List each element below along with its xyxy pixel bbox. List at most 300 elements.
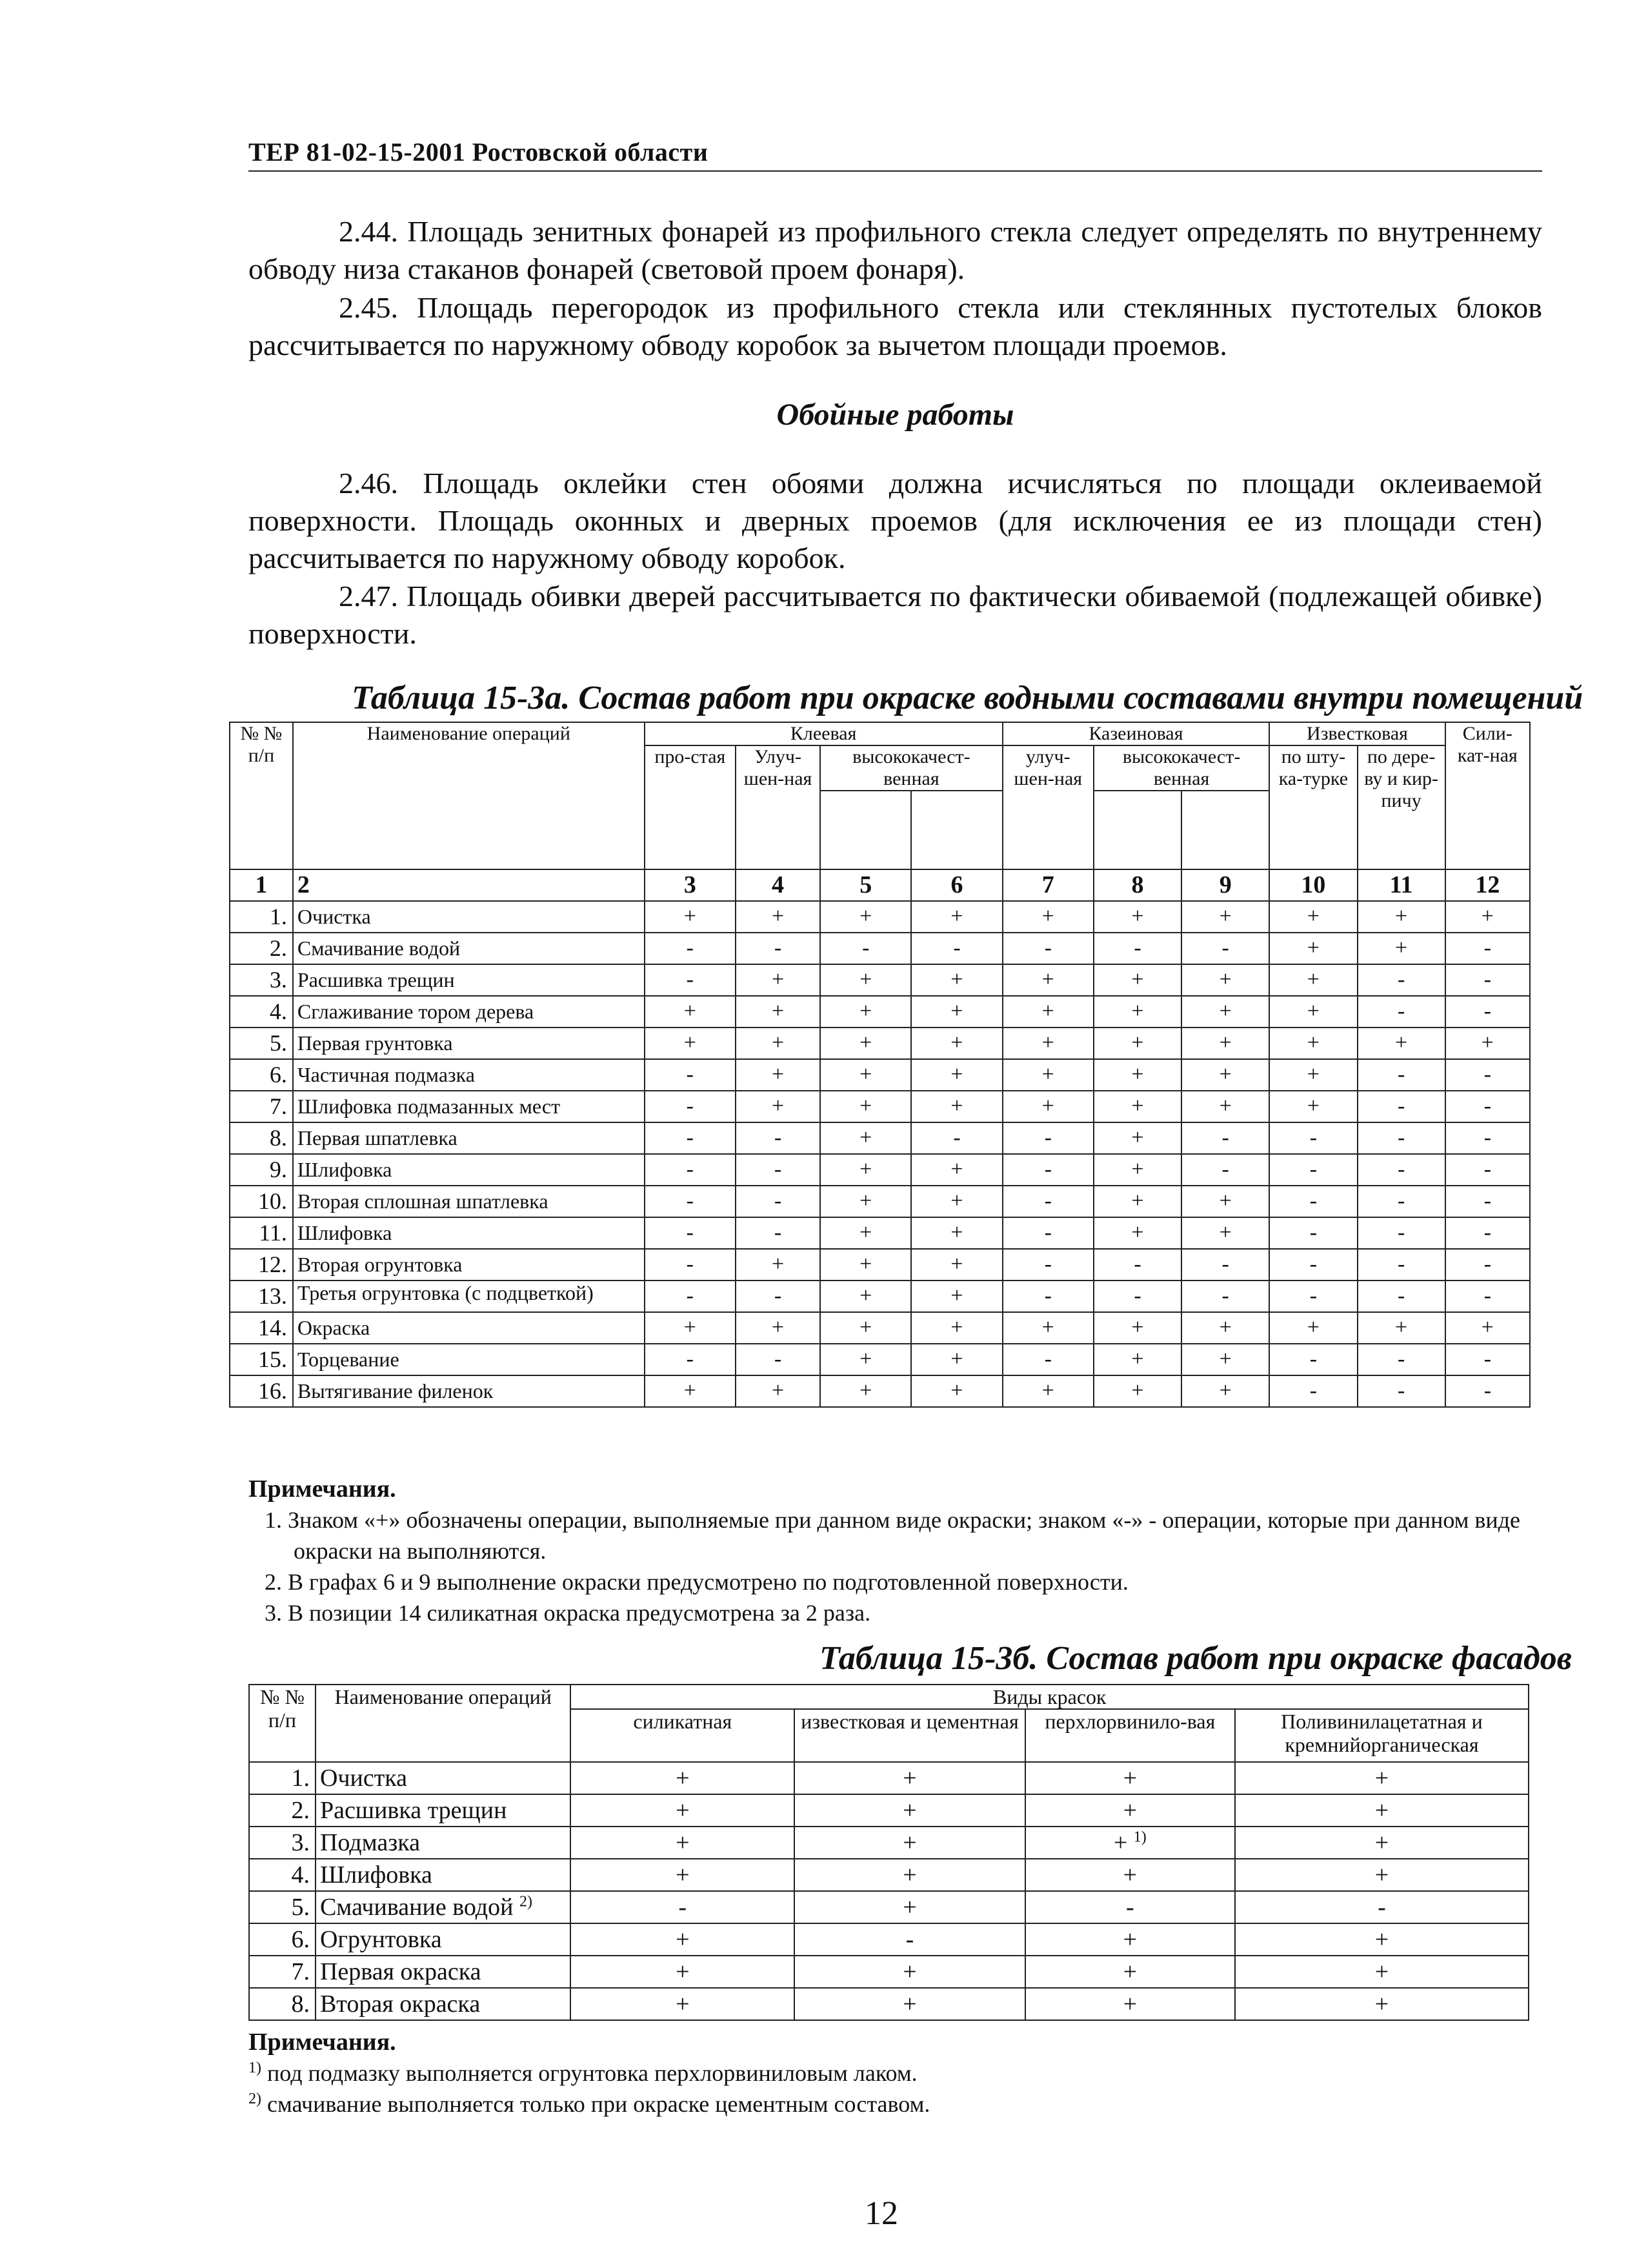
operation-name: Частичная подмазка [293,1059,645,1091]
table-cell: - [645,1186,736,1217]
header-vysoko: высококачест-венная [820,745,1003,791]
table-cell: + [820,1091,911,1122]
table-cell: + [736,1091,820,1122]
table-row [249,1859,1529,1891]
header-vidy-krasok: Виды красок [570,1685,1529,1709]
table-cell: - [1269,1375,1357,1407]
footnote-mark: 2) [248,2091,261,2107]
table-cell: - [1358,1154,1445,1186]
cell-value: + [1374,1861,1389,1888]
header-sub-5 [820,791,911,869]
table-cell: + [1094,996,1181,1028]
table-cell: + [1094,901,1181,933]
table-cell: + [911,901,1002,933]
cell-value: + [676,1990,690,2018]
table-cell [570,1762,794,1794]
cell-value: + [903,1990,917,2018]
table-cell: - [820,933,911,964]
table-row [249,1923,1529,1956]
table-row [230,901,1530,933]
table-cell: - [645,1122,736,1154]
table-cell [1235,1988,1529,2020]
table-cell: - [1269,1217,1357,1249]
table-cell: + [820,1249,911,1281]
table-cell: - [1269,1281,1357,1312]
cell-value: + [1374,1829,1389,1856]
table-cell: - [1445,1091,1530,1122]
table-row [230,996,1530,1028]
table-cell: + [1003,1028,1094,1059]
paragraph-2-47 [248,578,1542,653]
cell-value: + [1123,1861,1138,1888]
table-cell: + [1181,1028,1269,1059]
table-row [230,1217,1530,1249]
row-number: 3. [249,1827,316,1859]
operation-name [316,1859,571,1891]
operation-name [316,1794,571,1827]
operation-text: Вторая окраска [319,1990,481,2018]
row-number: 7. [230,1091,293,1122]
table-cell: + [1094,1059,1181,1091]
table-cell: + [1181,964,1269,996]
table-cell: + [1269,1059,1357,1091]
table-row [230,1028,1530,1059]
operation-text: Смачивание водой [319,1894,514,1921]
table2-notes [248,2027,1539,2120]
operation-name: Вторая огрунтовка [293,1249,645,1281]
table-cell: - [645,1344,736,1375]
table-row [230,1091,1530,1122]
row-number: 5. [249,1891,316,1923]
table-cell: + [1003,1312,1094,1344]
table-cell: - [911,933,1002,964]
header-sub-6 [911,791,1002,869]
table-cell: + [1094,1344,1181,1375]
operation-text: Шлифовка [319,1861,432,1888]
table-cell [1235,1827,1529,1859]
row-number: 8. [230,1122,293,1154]
cell-value: + [903,1829,917,1856]
row-number: 2. [230,933,293,964]
cell-value: + [676,1958,690,1985]
cell-value: + [1113,1829,1128,1856]
row-number: 12. [230,1249,293,1281]
operation-name: Торцевание [293,1344,645,1375]
cell-value: + [1123,1958,1138,1985]
table-cell: + [1269,996,1357,1028]
footnote-mark: 2) [519,1893,532,1910]
header-uluch2: улуч-шен-ная [1003,745,1094,869]
header-operations: Наименование операций [316,1685,571,1762]
header-polivinil: Поливинилацетатная и кремнийорганическая [1235,1709,1529,1762]
col-num: 10 [1269,869,1357,901]
operation-text: Огрунтовка [319,1926,442,1953]
row-number: 14. [230,1312,293,1344]
table-cell: - [645,964,736,996]
header-shtukaturke: по шту-ка-турке [1269,745,1357,869]
paragraph-text: 2.44. Площадь зенитных фонарей из профильного стекла следует определять по внутреннему обводу низа стаканов фонарей (световой проем фонаря). [248,215,1542,285]
table-cell: + [1269,1312,1357,1344]
table-cell: - [645,1154,736,1186]
table-cell: - [1358,1249,1445,1281]
table-cell: + [820,1154,911,1186]
table-cell: + [1181,1344,1269,1375]
note-item: 2. В графах 6 и 9 выполнение окраски предусмотрено по подготовленной поверхности. [265,1569,1129,1595]
col-num: 9 [1181,869,1269,901]
table-cell: + [1181,1375,1269,1407]
table-cell: + [1269,933,1357,964]
operation-name [316,1891,571,1923]
notes-title: Примечания. [248,1475,396,1503]
table-cell: - [1181,1154,1269,1186]
table-cell [1025,1891,1235,1923]
table-cell: + [736,1028,820,1059]
table-cell: - [645,1091,736,1122]
table-cell: - [1003,933,1094,964]
table-cell: + [911,1186,1002,1217]
table-cell: + [911,1249,1002,1281]
table-cell [794,1923,1025,1956]
table-cell [1235,1956,1529,1988]
table-cell [570,1827,794,1859]
table-cell: - [1358,1344,1445,1375]
table-cell: - [645,1217,736,1249]
table1-caption: Таблица 15-3а. Состав работ при окраске водными составами внутри помещений [352,680,1583,716]
table-cell: + [736,996,820,1028]
table-cell: - [1269,1122,1357,1154]
operation-text: Очистка [319,1765,408,1792]
table-cell [794,1859,1025,1891]
table-cell: - [1181,933,1269,964]
table-cell: - [736,1186,820,1217]
table-cell: + [820,1375,911,1407]
table-cell: + [820,1344,911,1375]
row-number: 11. [230,1217,293,1249]
table-cell: - [1445,1375,1530,1407]
operation-name: Очистка [293,901,645,933]
col-num: 5 [820,869,911,901]
header-prostaya: про-стая [645,745,736,869]
operation-name: Сглаживание тором дерева [293,996,645,1028]
table-cell: + [911,1344,1002,1375]
footnote-mark: 1) [1133,1828,1147,1846]
table-cell: - [736,933,820,964]
table-cell: - [1003,1344,1094,1375]
table-15-3a [229,722,1531,1408]
table-cell: - [911,1122,1002,1154]
table-cell: + [736,1375,820,1407]
table-cell: + [1003,1091,1094,1122]
cell-value: + [903,1861,917,1888]
table-cell: + [820,901,911,933]
header-operations: Наименование операций [293,722,645,869]
table-cell: + [1003,901,1094,933]
table-cell: + [820,1122,911,1154]
table-row [249,1988,1529,2020]
table-cell: + [820,1217,911,1249]
table1-notes [248,1473,1539,1628]
table-cell: + [1003,1059,1094,1091]
header-silikatnaya: силикатная [570,1709,794,1762]
col-num: 12 [1445,869,1530,901]
page-header: ТЕР 81-02-15-2001 Ростовской области [248,137,1542,172]
cell-value: + [1123,1926,1138,1953]
table-cell: + [1445,901,1530,933]
cell-value: + [1374,1958,1389,1985]
operation-name [316,1827,571,1859]
table-cell: + [736,1249,820,1281]
row-number: 10. [230,1186,293,1217]
row-number: 16. [230,1375,293,1407]
row-number: 9. [230,1154,293,1186]
table-cell: + [1094,964,1181,996]
table-cell: + [1181,1059,1269,1091]
table-cell: + [820,1059,911,1091]
cell-value: + [676,1926,690,1953]
table-cell: + [911,1375,1002,1407]
table-cell: - [1094,933,1181,964]
table-cell: - [645,1249,736,1281]
table-row [230,1312,1530,1344]
operation-text: Подмазка [319,1829,421,1856]
cell-value: + [1374,1797,1389,1824]
table-cell: - [1358,964,1445,996]
row-number: 13. [230,1281,293,1312]
operation-name [316,1956,571,1988]
table-cell: + [1181,1312,1269,1344]
table-cell: - [1445,1281,1530,1312]
operation-name [316,1988,571,2020]
table-cell: + [820,1186,911,1217]
header-derevu: по дере-ву и кир-пичу [1358,745,1445,869]
table-cell: - [1358,1217,1445,1249]
notes-title: Примечания. [248,2029,396,2056]
header-izvest: Известковая [1269,722,1445,745]
table-cell: + [1094,1217,1181,1249]
table2-caption: Таблица 15-3б. Состав работ при окраске фасадов [819,1640,1572,1677]
table-cell [794,1891,1025,1923]
table-cell: - [1003,1122,1094,1154]
table-cell [1235,1762,1529,1794]
table-cell: - [736,1217,820,1249]
table-cell: + [1094,1154,1181,1186]
cell-value: - [678,1894,687,1921]
cell-value: + [1123,1797,1138,1824]
table-cell: + [820,1312,911,1344]
table-cell: - [1445,1344,1530,1375]
cell-value: + [903,1765,917,1792]
paragraph-2-44 [248,213,1542,288]
row-number: 4. [249,1859,316,1891]
table-cell [794,1988,1025,2020]
header-kazein: Казеиновая [1003,722,1270,745]
table-cell [1025,1923,1235,1956]
table-cell [1235,1794,1529,1827]
table-cell: + [911,964,1002,996]
table-cell: + [820,1028,911,1059]
operation-name: Расшивка трещин [293,964,645,996]
note-item: 1. Знаком «+» обозначены операции, выполняемые при данном виде окраски; знаком «-» - операции, которые при данном виде окраски на выполняются. [265,1507,1520,1564]
table-cell: + [1094,1186,1181,1217]
table-cell: - [1445,1249,1530,1281]
table-cell: + [1445,1028,1530,1059]
operation-name: Вытягивание филенок [293,1375,645,1407]
cell-value: + [903,1958,917,1985]
table-cell: - [1269,1186,1357,1217]
col-num: 8 [1094,869,1181,901]
table-cell: - [1269,1249,1357,1281]
table-cell: + [1094,1091,1181,1122]
table-cell: + [1094,1375,1181,1407]
header-num: № № п/п [249,1685,316,1762]
col-num: 3 [645,869,736,901]
table-cell: - [1181,1281,1269,1312]
operation-name: Первая шпатлевка [293,1122,645,1154]
table1-body [230,901,1530,1407]
column-numbers-row [230,869,1530,901]
row-number: 1. [230,901,293,933]
table-cell: - [1445,933,1530,964]
table-cell [570,1891,794,1923]
header-sub-8 [1094,791,1181,869]
table-cell: + [911,1028,1002,1059]
table-cell: - [1003,1154,1094,1186]
table-cell: + [911,1154,1002,1186]
table-cell: - [1094,1281,1181,1312]
cell-value: + [903,1894,917,1921]
table-cell: + [911,1312,1002,1344]
operation-name [316,1923,571,1956]
operation-text: Расшивка трещин [319,1797,507,1824]
table-cell [794,1827,1025,1859]
paragraph-2-46 [248,465,1542,577]
table-row [230,964,1530,996]
table-cell [1025,1956,1235,1988]
table-cell [1025,1762,1235,1794]
cell-value: - [1378,1894,1386,1921]
table-cell [1025,1859,1235,1891]
table-cell: + [736,964,820,996]
table-row [230,1154,1530,1186]
header-num: № № п/п [230,722,293,869]
note-item [248,2058,1539,2089]
table-row [230,1281,1530,1312]
table-cell: - [1358,1059,1445,1091]
table-cell: + [1181,901,1269,933]
table-cell: + [645,996,736,1028]
table-cell: + [820,1281,911,1312]
table-cell: - [1358,1091,1445,1122]
note-text: под подмазку выполняется огрунтовка перхлорвиниловым лаком. [261,2060,918,2086]
col-num: 7 [1003,869,1094,901]
table-cell: + [1094,1312,1181,1344]
table-cell: + [1094,1028,1181,1059]
cell-value: + [676,1829,690,1856]
table-cell: + [911,1281,1002,1312]
table-cell: + [645,1312,736,1344]
table-cell: - [645,1281,736,1312]
table-row [230,1186,1530,1217]
cell-value: + [676,1765,690,1792]
header-perhlorvinil: перхлорвинило-вая [1025,1709,1235,1762]
cell-value: - [905,1926,914,1953]
col-num: 6 [911,869,1002,901]
table-cell: - [645,933,736,964]
table-row [249,1827,1529,1859]
table-cell: - [1094,1249,1181,1281]
table-cell [570,1956,794,1988]
row-number: 7. [249,1956,316,1988]
table-row [249,1891,1529,1923]
table-cell: - [1445,1217,1530,1249]
footnote-mark: 1) [248,2060,261,2076]
table-cell: - [1445,1154,1530,1186]
table-cell: - [1181,1122,1269,1154]
table-cell: + [911,996,1002,1028]
table-cell: + [1269,964,1357,996]
table-row [230,1249,1530,1281]
table-cell [1235,1891,1529,1923]
paragraph-text: 2.47. Площадь обивки дверей рассчитывается по фактически обиваемой (подлежащей обивке) поверхности. [248,580,1542,650]
table-cell [794,1794,1025,1827]
cell-value: + [1374,1990,1389,2018]
table-cell: - [645,1059,736,1091]
operation-name: Шлифовка [293,1217,645,1249]
table-cell: - [1181,1249,1269,1281]
table-row [249,1956,1529,1988]
table-row [249,1762,1529,1794]
table-cell: - [1445,996,1530,1028]
table-cell: - [1003,1217,1094,1249]
operation-name: Третья огрунтовка (с подцветкой) [293,1281,645,1312]
col-num: 4 [736,869,820,901]
table-cell: - [1445,1059,1530,1091]
table-cell: + [911,1091,1002,1122]
col-num: 2 [293,869,645,901]
table-row [230,1122,1530,1154]
paragraph-text: 2.45. Площадь перегородок из профильного стекла или стеклянных пустотелых блоков рассчитывается по наружному обводу коробок за вычетом площади проемов. [248,291,1542,361]
table2-body [249,1762,1529,2020]
table-cell: - [1445,1122,1530,1154]
table-cell: + [1269,1028,1357,1059]
table-cell: + [736,901,820,933]
table-cell: + [1445,1312,1530,1344]
cell-value: - [1125,1894,1134,1921]
table-cell: + [1358,1312,1445,1344]
row-number: 6. [249,1923,316,1956]
table-cell: + [1358,1028,1445,1059]
operation-name: Шлифовка [293,1154,645,1186]
table-cell: + [911,1217,1002,1249]
table-cell [570,1859,794,1891]
table-cell: + [1358,933,1445,964]
cell-value: + [1123,1765,1138,1792]
table-cell: - [1003,1249,1094,1281]
table-cell [570,1923,794,1956]
table-cell: - [1358,1122,1445,1154]
table-cell: - [1358,1281,1445,1312]
table-cell: + [911,1059,1002,1091]
operation-text: Первая окраска [319,1958,481,1985]
table-cell: - [736,1344,820,1375]
table-cell [794,1956,1025,1988]
table-cell: - [1358,1375,1445,1407]
row-number: 6. [230,1059,293,1091]
table-cell: + [645,1028,736,1059]
paragraph-2-45 [248,289,1542,364]
table-cell: - [736,1154,820,1186]
table-row [230,1344,1530,1375]
